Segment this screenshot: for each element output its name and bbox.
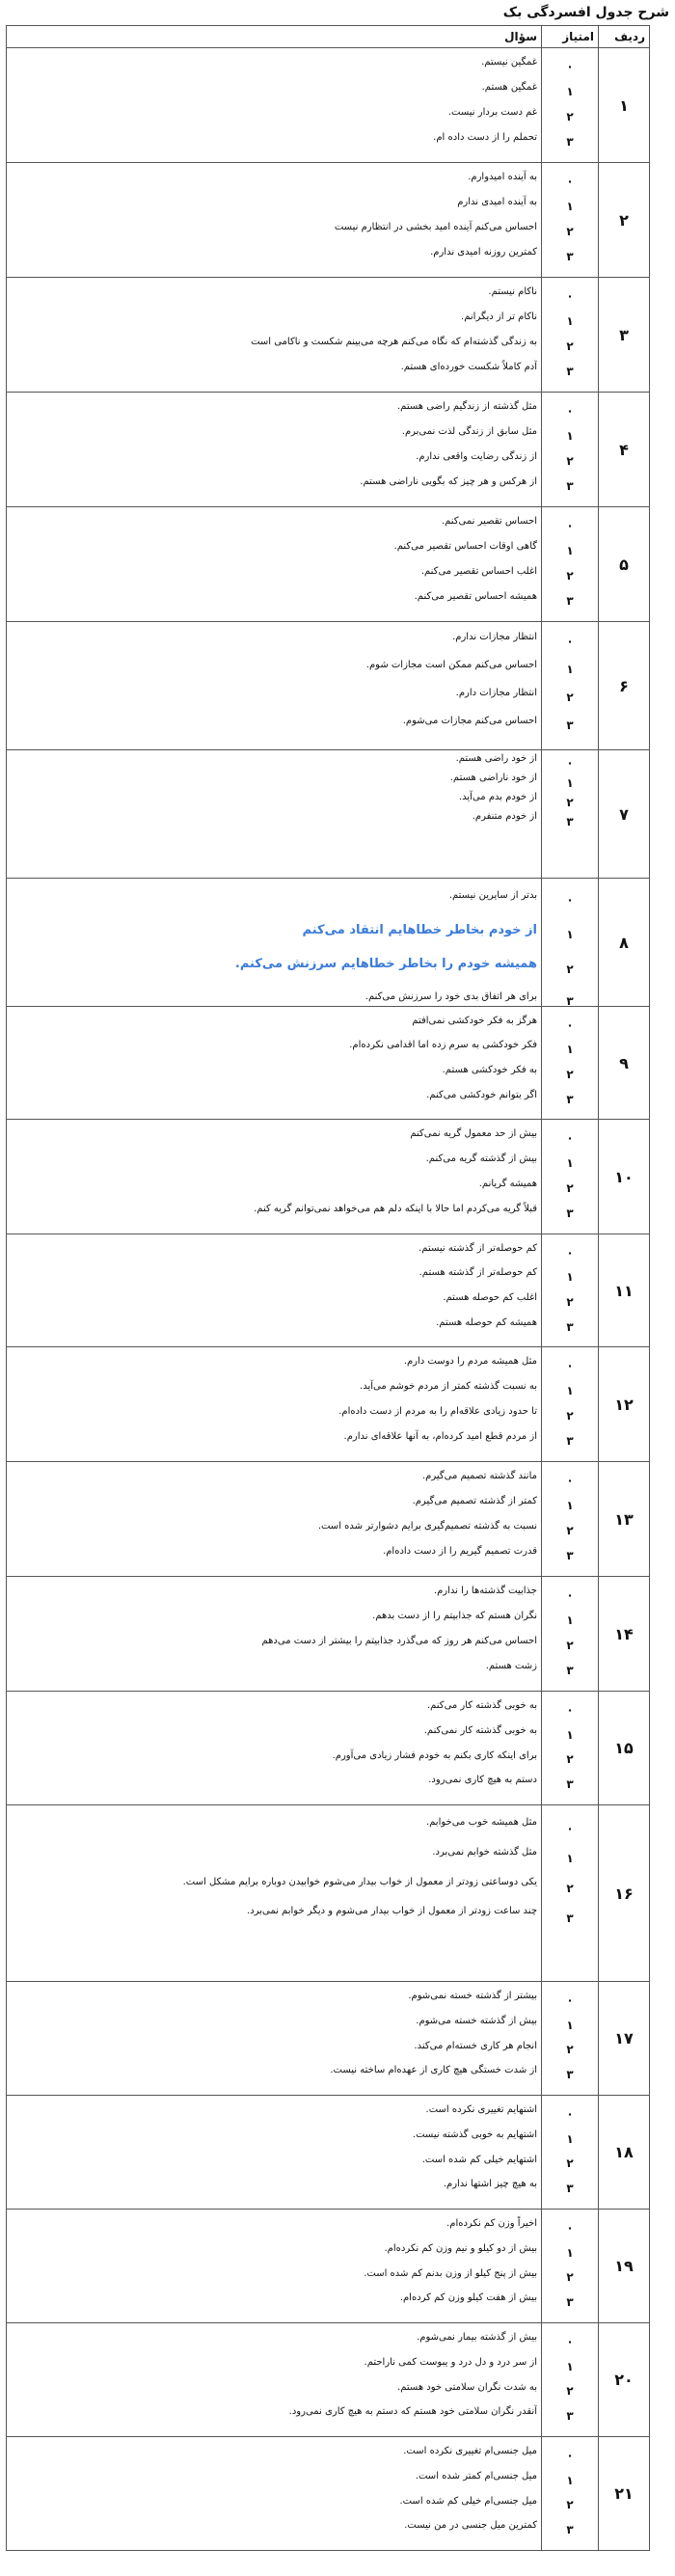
- question-row: [7, 2323, 650, 2437]
- score-value: ۳: [566, 2068, 574, 2081]
- score-cell: [542, 1007, 599, 1120]
- score-cell: [542, 622, 599, 750]
- question-row: [7, 879, 650, 1007]
- answer-option: دستم به هیچ کاری نمی‌رود.: [428, 1775, 537, 1785]
- answer-option: برای اینکه کاری بکنم به خودم فشار زیادی می‌آورم.: [332, 1750, 537, 1761]
- score-value: ۳: [566, 994, 574, 1008]
- score-value: ۱: [566, 776, 574, 790]
- row-number: ۲۱: [599, 2437, 650, 2551]
- answer-option: احساس می‌کنم ممکن است مجازات شوم.: [365, 660, 537, 670]
- score-value: ۲: [566, 1882, 574, 1895]
- score-value: ۱: [566, 2360, 574, 2373]
- answers-cell: [7, 879, 542, 1007]
- answer-option: از سر درد و دل درد و یبوست کمی ناراحتم.: [364, 2357, 537, 2368]
- score-value: ۱: [566, 663, 574, 676]
- answers-cell: [7, 1462, 542, 1577]
- answer-option: به شدت نگران سلامتی خود هستم.: [397, 2382, 537, 2393]
- answer-option: اشتهایم به خوبی گذشته نیست.: [412, 2129, 537, 2140]
- answer-option: از مردم قطع امید کرده‌ام، به آنها علاقه‌ای ندارم.: [343, 1431, 537, 1442]
- header-question: سؤال: [7, 26, 542, 48]
- answers-cell: [7, 1234, 542, 1347]
- answer-option: تا حدود زیادی علاقه‌ام را به مردم از دست داده‌ام.: [338, 1406, 537, 1417]
- score-cell: [542, 507, 599, 622]
- score-value: ۳: [566, 1664, 574, 1677]
- answer-option: بیش از گذشته بیمار نمی‌شوم.: [417, 2332, 537, 2343]
- answer-option: نسبت به گذشته تصمیم‌گیری برایم دشوارتر شده است.: [317, 1521, 537, 1532]
- answers-cell: [7, 1692, 542, 1805]
- answers-cell: [7, 1347, 542, 1462]
- answer-option: ناکام نیستم.: [488, 286, 537, 297]
- answers-cell: [7, 278, 542, 393]
- answer-option: بیش از گذشته خسته می‌شوم.: [416, 2016, 537, 2026]
- answer-option: احساس می‌کنم آینده امید بخشی در انتظارم نیست: [334, 222, 537, 232]
- question-row: [7, 1007, 650, 1120]
- answers-cell: [7, 2096, 542, 2210]
- score-value: ۳: [566, 2409, 574, 2423]
- row-number: ۹: [599, 1007, 650, 1120]
- score-value: ۰: [566, 2449, 574, 2462]
- score-value: ۳: [566, 250, 574, 263]
- answer-option: همیشه احساس تقصیر می‌کنم.: [414, 591, 537, 602]
- score-value: ۱: [566, 314, 574, 328]
- score-value: ۱: [566, 85, 574, 98]
- row-number: ۱۰: [599, 1120, 650, 1234]
- score-value: ۲: [566, 1181, 574, 1195]
- score-value: ۱: [566, 1852, 574, 1865]
- score-value: ۰: [566, 756, 574, 770]
- score-cell: [542, 48, 599, 163]
- answers-cell: [7, 1577, 542, 1692]
- answer-option: اشتهایم خیلی کم شده است.: [421, 2155, 537, 2165]
- score-value: ۲: [566, 2156, 574, 2170]
- score-value: ۲: [566, 339, 574, 353]
- score-value: ۲: [566, 569, 574, 583]
- beck-inventory-table: [6, 25, 650, 2551]
- score-value: ۱: [566, 1613, 574, 1627]
- score-cell: [542, 879, 599, 1007]
- score-value: ۰: [566, 60, 574, 73]
- row-number: ۵: [599, 507, 650, 622]
- answer-option: تحملم را از دست داده ام.: [433, 132, 537, 143]
- score-value: ۱: [566, 928, 574, 941]
- score-cell: [542, 393, 599, 507]
- score-value: ۲: [566, 225, 574, 238]
- answers-cell: [7, 1120, 542, 1234]
- answer-option: مثل سابق از زندگی لذت نمی‌برم.: [401, 426, 537, 437]
- answer-option: به نسبت گذشته کمتر از مردم خوشم می‌آید.: [360, 1381, 537, 1392]
- question-row: [7, 1692, 650, 1805]
- score-cell: [542, 1692, 599, 1805]
- score-value: ۱: [566, 2132, 574, 2146]
- answer-option: از زندگی رضایت واقعی ندارم.: [416, 451, 537, 462]
- answer-option: غمگین هستم.: [481, 82, 537, 93]
- question-row: [7, 1577, 650, 1692]
- score-value: ۱: [566, 200, 574, 213]
- answer-option: به خوبی گذشته کار می‌کنم.: [426, 1700, 537, 1711]
- score-value: ۲: [566, 1068, 574, 1081]
- question-row: [7, 622, 650, 750]
- row-number: ۱۲: [599, 1347, 650, 1462]
- score-value: ۱: [566, 1156, 574, 1170]
- answer-option: گاهی اوقات احساس تقصیر می‌کنم.: [393, 541, 537, 552]
- question-row: [7, 163, 650, 278]
- answer-option: انتظار مجازات ندارم.: [452, 632, 537, 642]
- answer-option: به فکر خودکشی هستم.: [442, 1065, 537, 1075]
- row-number: ۳: [599, 278, 650, 393]
- answer-option: از خود راضی هستم.: [455, 753, 537, 764]
- score-value: ۲: [566, 691, 574, 704]
- answer-option: جذابیت گذشته‌ها را ندارم.: [433, 1586, 537, 1596]
- answer-option: اخیراً وزن کم نکرده‌ام.: [446, 2218, 537, 2229]
- answer-option: از خودم بخاطر خطاهایم انتقاد می‌کنم: [302, 923, 537, 937]
- answers-cell: [7, 163, 542, 278]
- score-value: ۰: [566, 1703, 574, 1717]
- answer-option: از شدت خستگی هیچ کاری از عهده‌ام ساخته نیست.: [330, 2065, 537, 2075]
- score-value: ۰: [566, 2107, 574, 2121]
- answer-option: مثل همیشه خوب می‌خوابم.: [425, 1817, 537, 1828]
- score-value: ۰: [566, 289, 574, 303]
- score-value: ۳: [566, 135, 574, 149]
- score-cell: [542, 2096, 599, 2210]
- score-cell: [542, 750, 599, 879]
- answer-option: از خود ناراضی هستم.: [449, 773, 537, 783]
- question-row: [7, 278, 650, 393]
- score-value: ۲: [566, 454, 574, 468]
- answer-option: بیشتر از گذشته خسته نمی‌شوم.: [408, 1991, 537, 2001]
- answer-option: بیش از گذشته گریه می‌کنم.: [425, 1153, 537, 1164]
- answer-option: مثل گذشته از زندگیم راضی هستم.: [397, 401, 537, 412]
- answer-option: از خودم بدم می‌آید.: [458, 792, 537, 802]
- score-cell: [542, 1234, 599, 1347]
- question-row: [7, 1462, 650, 1577]
- row-number: ۱۵: [599, 1692, 650, 1805]
- score-cell: [542, 1462, 599, 1577]
- score-value: ۱: [566, 544, 574, 557]
- answer-option: احساس می‌کنم مجازات می‌شوم.: [402, 716, 537, 726]
- score-value: ۲: [566, 2043, 574, 2056]
- row-number: ۱۳: [599, 1462, 650, 1577]
- answer-option: اشتهایم تغییری نکرده است.: [425, 2104, 537, 2115]
- question-row: [7, 393, 650, 507]
- answer-option: به خوبی گذشته کار نمی‌کنم.: [423, 1725, 537, 1736]
- answer-option: اگر بتوانم خودکشی می‌کنم.: [426, 1090, 537, 1100]
- answer-option: احساس تقصیر نمی‌کنم.: [441, 516, 537, 527]
- answer-option: انجام هر کاری خسته‌ام می‌کند.: [414, 2041, 537, 2051]
- answers-cell: [7, 750, 542, 879]
- row-number: ۶: [599, 622, 650, 750]
- answer-option: از هرکس و هر چیز که بگویی ناراضی هستم.: [360, 476, 537, 487]
- answer-option: ناکام تر از دیگرانم.: [461, 312, 537, 322]
- answer-option: بیش از حد معمول گریه نمی‌کنم: [410, 1128, 537, 1139]
- score-value: ۳: [566, 1093, 574, 1106]
- answers-cell: [7, 48, 542, 163]
- answer-option: همیشه گریانم.: [478, 1179, 537, 1189]
- page-title: شرح جدول افسردگی بک: [502, 5, 669, 20]
- question-row: [7, 2210, 650, 2323]
- answers-cell: [7, 2210, 542, 2323]
- row-number: ۷: [599, 750, 650, 879]
- question-row: [7, 750, 650, 879]
- row-number: ۸: [599, 879, 650, 1007]
- score-value: ۰: [566, 2335, 574, 2348]
- score-value: ۱: [566, 1043, 574, 1056]
- score-value: ۰: [566, 1359, 574, 1372]
- row-number: ۱۹: [599, 2210, 650, 2323]
- question-row: [7, 1805, 650, 1982]
- score-value: ۱: [566, 1728, 574, 1742]
- row-number: ۲۰: [599, 2323, 650, 2437]
- score-value: ۲: [566, 1639, 574, 1652]
- score-value: ۰: [566, 893, 574, 907]
- answers-cell: [7, 393, 542, 507]
- score-value: ۱: [566, 1270, 574, 1284]
- score-value: ۰: [566, 2221, 574, 2235]
- answer-option: به زندگی گذشته‌ام که نگاه می‌کنم هرچه می‌بینم شکست و ناکامی است: [251, 337, 537, 347]
- answers-cell: [7, 1007, 542, 1120]
- score-value: ۰: [566, 175, 574, 188]
- score-value: ۳: [566, 815, 574, 828]
- question-row: [7, 507, 650, 622]
- answer-option: زشت هستم.: [485, 1661, 537, 1671]
- score-value: ۰: [566, 1822, 574, 1835]
- score-value: ۱: [566, 1384, 574, 1397]
- score-value: ۳: [566, 1912, 574, 1925]
- answer-option: آدم کاملاً شکست خورده‌ای هستم.: [400, 362, 537, 372]
- score-value: ۳: [566, 594, 574, 608]
- answer-option: بیش از پنج کیلو از وزن بدنم کم شده است.: [364, 2268, 537, 2279]
- answer-option: کم حوصله‌تر از گذشته هستم.: [418, 1267, 537, 1278]
- answers-cell: [7, 2323, 542, 2437]
- answer-option: میل جنسی‌ام کمتر شده است.: [415, 2471, 537, 2481]
- answer-option: آنقدر نگران سلامتی خود هستم که دستم به هیچ کاری نمی‌رود.: [288, 2406, 537, 2417]
- answers-cell: [7, 2437, 542, 2551]
- answer-option: میل جنسی‌ام تغییری نکرده است.: [403, 2446, 537, 2456]
- score-value: ۰: [566, 1018, 574, 1032]
- answer-option: غمگین نیستم.: [481, 57, 537, 68]
- answer-option: به آینده امیدی ندارم: [457, 197, 537, 207]
- score-value: ۰: [566, 1588, 574, 1602]
- answer-option: کم حوصله‌تر از گذشته نیستم.: [418, 1243, 537, 1254]
- question-row: [7, 1120, 650, 1234]
- score-value: ۰: [566, 404, 574, 418]
- score-cell: [542, 2323, 599, 2437]
- answer-option: برای هر اتفاق بدی خود را سرزنش می‌کنم.: [364, 991, 537, 1002]
- header-row-number: ردیف: [599, 26, 650, 48]
- score-value: ۳: [566, 1207, 574, 1220]
- answer-option: کمتر از گذشته تصمیم می‌گیرم.: [412, 1496, 537, 1506]
- score-cell: [542, 2437, 599, 2551]
- row-number: ۴: [599, 393, 650, 507]
- answer-option: احساس می‌کنم هر روز که می‌گذرد جذابیتم را بیشتر از دست می‌دهم: [261, 1636, 537, 1646]
- score-value: ۲: [566, 1409, 574, 1423]
- answer-option: چند ساعت زودتر از معمول از خواب بیدار می‌شوم و دیگر خوابم نمی‌برد.: [247, 1906, 537, 1916]
- row-number: ۱۴: [599, 1577, 650, 1692]
- header-score: امتیاز: [542, 26, 599, 48]
- answer-option: نگران هستم که جذابیتم را از دست بدهم.: [372, 1611, 537, 1621]
- score-value: ۲: [566, 2384, 574, 2398]
- answer-option: یکی دوساعتی زودتر از معمول از خواب بیدار می‌شوم خوابیدن دوباره برایم مشکل است.: [182, 1877, 537, 1887]
- question-row: [7, 48, 650, 163]
- answer-option: مانند گذشته تصمیم می‌گیرم.: [421, 1471, 537, 1481]
- score-value: ۱: [566, 2246, 574, 2260]
- answer-option: هرگز به فکر خودکشی نمی‌افتم: [412, 1016, 537, 1026]
- score-value: ۲: [566, 2498, 574, 2511]
- row-number: ۱: [599, 48, 650, 163]
- answer-option: غم دست بردار نیست.: [447, 107, 537, 118]
- answers-cell: [7, 1805, 542, 1982]
- answer-option: کمترین میل جنسی در من نیست.: [404, 2520, 537, 2531]
- answer-option: قدرت تصمیم گیریم را از دست داده‌ام.: [383, 1546, 537, 1557]
- answer-option: اغلب کم حوصله هستم.: [443, 1292, 537, 1303]
- answer-option: بیش از دو کیلو و نیم وزن کم نکرده‌ام.: [384, 2243, 537, 2254]
- answer-option: کمترین روزنه امیدی ندارم.: [430, 247, 537, 258]
- answers-cell: [7, 1982, 542, 2096]
- score-cell: [542, 163, 599, 278]
- question-row: [7, 1347, 650, 1462]
- score-value: ۳: [566, 719, 574, 732]
- score-cell: [542, 2210, 599, 2323]
- answer-option: فکر خودکشی به سرم زده اما اقدامی نکرده‌ام.: [349, 1040, 537, 1050]
- answers-cell: [7, 622, 542, 750]
- answer-option: همیشه کم حوصله هستم.: [436, 1317, 537, 1328]
- score-value: ۳: [566, 365, 574, 378]
- score-value: ۱: [566, 2474, 574, 2487]
- score-value: ۰: [566, 1246, 574, 1260]
- answer-option: قبلاً گریه می‌کردم اما حالا با اینکه دلم هم می‌خواهد نمی‌توانم گریه کنم.: [254, 1204, 537, 1214]
- score-value: ۳: [566, 1434, 574, 1448]
- answer-option: همیشه خودم را بخاطر خطاهایم سرزنش می‌کنم.: [234, 957, 537, 971]
- score-cell: [542, 1120, 599, 1234]
- question-row: [7, 2096, 650, 2210]
- score-value: ۰: [566, 1993, 574, 2007]
- score-value: ۳: [566, 1777, 574, 1791]
- score-value: ۲: [566, 1524, 574, 1537]
- score-cell: [542, 1805, 599, 1982]
- answer-option: از خودم متنفرم.: [472, 811, 537, 822]
- score-value: ۰: [566, 519, 574, 532]
- answer-option: بدتر از سایرین نیستم.: [448, 890, 537, 901]
- score-value: ۳: [566, 2523, 574, 2536]
- answer-option: اغلب احساس تقصیر می‌کنم.: [420, 566, 537, 577]
- answer-option: به هیچ چیز اشتها ندارم.: [443, 2179, 537, 2189]
- row-number: ۱۶: [599, 1805, 650, 1982]
- score-value: ۰: [566, 635, 574, 648]
- row-number: ۱۷: [599, 1982, 650, 2096]
- question-row: [7, 2437, 650, 2551]
- score-value: ۳: [566, 479, 574, 493]
- score-value: ۳: [566, 2295, 574, 2309]
- score-value: ۱: [566, 1499, 574, 1512]
- score-value: ۲: [566, 963, 574, 976]
- row-number: ۲: [599, 163, 650, 278]
- question-row: [7, 1234, 650, 1347]
- question-row: [7, 1982, 650, 2096]
- answer-option: بیش از هفت کیلو وزن کم کرده‌ام.: [399, 2292, 537, 2303]
- score-value: ۲: [566, 1752, 574, 1766]
- answer-option: انتظار مجازات دارم.: [455, 688, 537, 698]
- score-value: ۲: [566, 796, 574, 809]
- score-cell: [542, 1982, 599, 2096]
- score-value: ۱: [566, 2019, 574, 2032]
- score-value: ۲: [566, 110, 574, 123]
- answers-cell: [7, 507, 542, 622]
- score-value: ۳: [566, 1320, 574, 1334]
- score-value: ۰: [566, 1474, 574, 1487]
- table-body: [7, 48, 650, 2551]
- score-cell: [542, 1577, 599, 1692]
- table-header-row: [7, 26, 650, 48]
- score-cell: [542, 1347, 599, 1462]
- answer-option: مثل گذشته خوابم نمی‌برد.: [432, 1847, 537, 1857]
- row-number: ۱۱: [599, 1234, 650, 1347]
- score-value: ۳: [566, 1549, 574, 1562]
- score-value: ۲: [566, 2270, 574, 2284]
- score-cell: [542, 278, 599, 393]
- score-value: ۱: [566, 429, 574, 443]
- row-number: ۱۸: [599, 2096, 650, 2210]
- answer-option: مثل همیشه مردم را دوست دارم.: [403, 1356, 537, 1367]
- score-value: ۰: [566, 1131, 574, 1145]
- score-value: ۲: [566, 1295, 574, 1309]
- answer-option: به آینده امیدوارم.: [468, 172, 537, 182]
- answer-option: میل جنسی‌ام خیلی کم شده است.: [399, 2496, 537, 2507]
- score-value: ۳: [566, 2182, 574, 2195]
